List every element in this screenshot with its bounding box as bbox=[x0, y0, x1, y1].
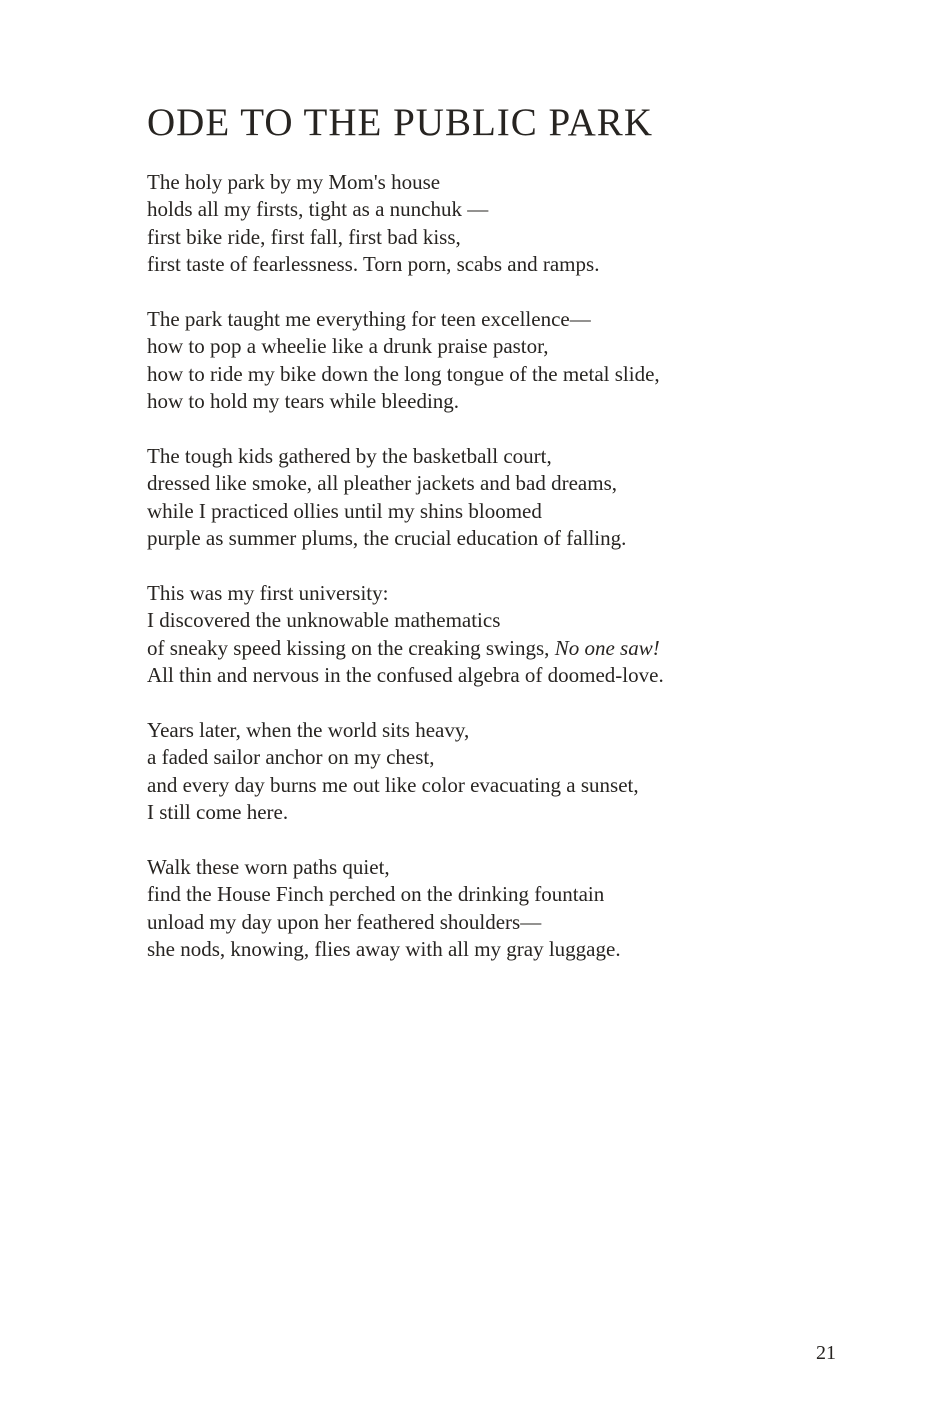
poem-line: I discovered the unknowable mathematics bbox=[147, 608, 501, 633]
stanza-2 bbox=[147, 306, 847, 416]
poem-line: dressed like smoke, all pleather jackets and bad dreams, bbox=[147, 471, 617, 496]
poem-line: how to pop a wheelie like a drunk praise pastor, bbox=[147, 334, 549, 359]
poem-line: The tough kids gathered by the basketball court, bbox=[147, 444, 552, 469]
poem-line: how to hold my tears while bleeding. bbox=[147, 389, 460, 414]
poem-line: how to ride my bike down the long tongue of the metal slide, bbox=[147, 361, 660, 386]
poem-line: Walk these worn paths quiet, bbox=[147, 855, 390, 880]
poem-line: I still come here. bbox=[147, 800, 289, 825]
poem-line: first taste of fearlessness. Torn porn, scabs and ramps. bbox=[147, 252, 600, 277]
poem-line: purple as summer plums, the crucial education of falling. bbox=[147, 526, 627, 551]
stanza-1 bbox=[147, 169, 847, 279]
poem-body bbox=[147, 169, 847, 991]
poem-line: All thin and nervous in the confused algebra of doomed-love. bbox=[147, 663, 664, 688]
poem-line: while I practiced ollies until my shins bloomed bbox=[147, 498, 542, 523]
poem-line: holds all my firsts, tight as a nunchuk — bbox=[147, 197, 489, 222]
page-number: 21 bbox=[816, 1342, 836, 1364]
poem-line: Years later, when the world sits heavy, bbox=[147, 718, 470, 743]
poem-line: unload my day upon her feathered shoulders— bbox=[147, 909, 542, 934]
poem-line: of sneaky speed kissing on the creaking swings, No one saw! bbox=[147, 635, 660, 660]
poem-line: find the House Finch perched on the drinking fountain bbox=[147, 882, 605, 907]
poem-line: The holy park by my Mom's house bbox=[147, 170, 441, 194]
stanza-5 bbox=[147, 717, 847, 827]
poem-line: and every day burns me out like color evacuating a sunset, bbox=[147, 772, 639, 797]
poem-line: she nods, knowing, flies away with all my gray luggage. bbox=[147, 937, 621, 962]
poem-line: a faded sailor anchor on my chest, bbox=[147, 745, 435, 770]
stanza-6 bbox=[147, 854, 847, 964]
poem-line: This was my first university: bbox=[147, 581, 389, 606]
poem-line: The park taught me everything for teen excellence— bbox=[147, 307, 591, 332]
poem-title: ODE TO THE PUBLIC PARK bbox=[147, 101, 653, 144]
stanza-4 bbox=[147, 580, 847, 690]
stanza-3 bbox=[147, 443, 847, 553]
poem-line: first bike ride, first fall, first bad kiss, bbox=[147, 224, 461, 249]
